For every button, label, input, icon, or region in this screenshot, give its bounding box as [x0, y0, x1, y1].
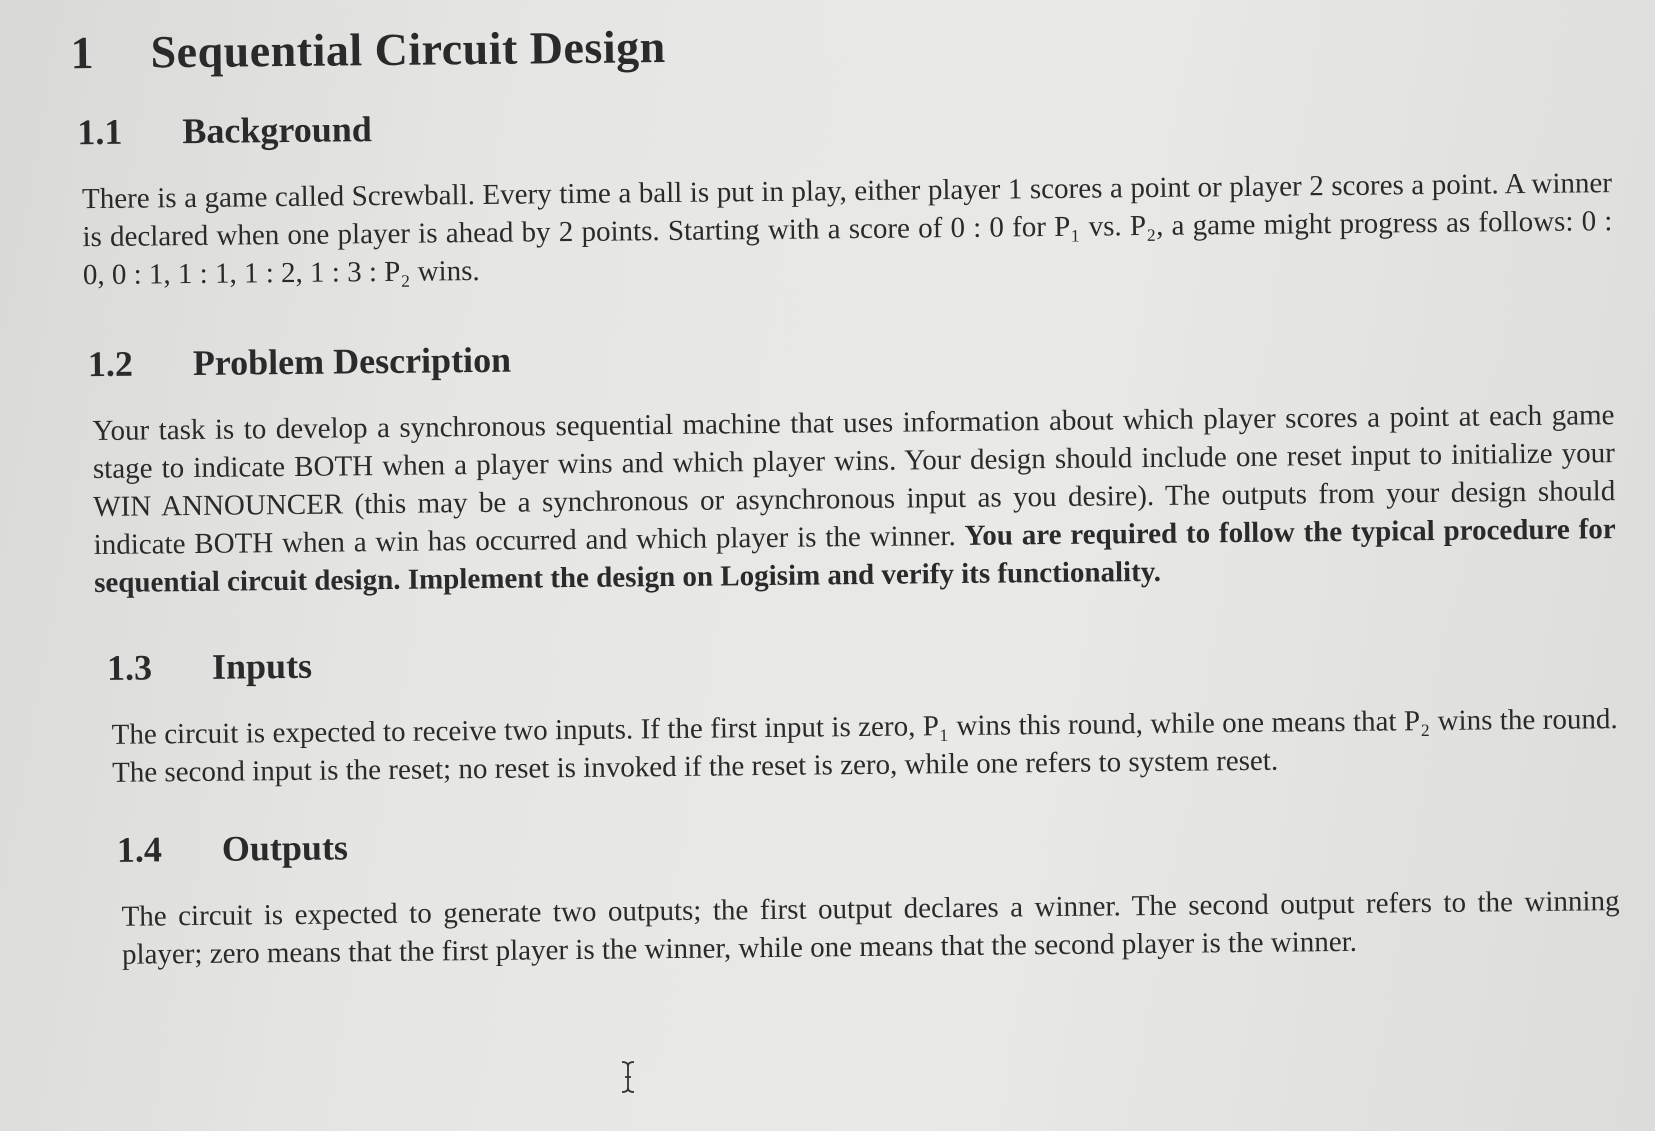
- problem-paragraph: [92, 396, 1616, 602]
- heading-number: 1.2: [87, 343, 134, 385]
- heading-number: 1.3: [106, 647, 153, 688]
- section-outputs: [9, 812, 1620, 975]
- inputs-paragraph: The circuit is expected to receive two inputs. If the first input is zero, P₁ wins this round, while one means that P₂ wins the round. The second input is the reset; no reset is invoked if the reset is zero, while one refers to system reset.: [111, 703, 1618, 789]
- text-cursor-icon: [620, 1060, 636, 1094]
- section-background: [1, 94, 1613, 295]
- background-paragraph: There is a game called Screwball. Every time a ball is put in play, either player 1 scores a point or player 2 scores a point. A winner is declared when one player is ahead by 2 points. Starting with a score of 0 : 0 for P₁ vs. P₂, a game might progress as follows: 0 : 0, 0 : 1, 1 : 1, 1 : 2, 1 : 3 : P₂ wins.: [81, 167, 1613, 292]
- heading-text: Problem Description: [192, 339, 512, 383]
- heading-number: 1.4: [116, 829, 163, 870]
- section-title-text: Sequential Circuit Design: [150, 21, 666, 78]
- problem-bold-text: You are required to follow the typical procedure for sequential circuit design. Implement the design on Logisim and verify its functionality.: [93, 513, 1616, 600]
- section-title: [0, 0, 1655, 81]
- problem-text: Your task is to develop a synchronous sequential machine that uses information about which player scores a point at each game stage to indicate BOTH when a player wins and which player wins. Your design should include one reset input to initialize your WIN ANNOUNCER (this may be a synchronous or asynchronous input as you desire). The outputs from your design should indicate BOTH when a win has occurred and which player is the winner.: [92, 399, 1616, 562]
- heading-text: Inputs: [211, 645, 313, 687]
- section-problem-description: [4, 326, 1617, 603]
- heading-text: Background: [182, 109, 372, 152]
- heading-number: 1.1: [77, 111, 123, 153]
- heading-problem-description: [88, 326, 1614, 386]
- heading-outputs: [117, 812, 1619, 872]
- heading-background: [77, 94, 1611, 154]
- outputs-paragraph: The circuit is expected to generate two outputs; the first output declares a winner. The second output refers to the winning player; zero means that the first player is the winner, while one means that the second player is the winner.: [121, 885, 1620, 971]
- heading-inputs: [107, 630, 1617, 690]
- heading-text: Outputs: [221, 827, 349, 869]
- section-number: 1: [70, 27, 95, 79]
- section-inputs: [7, 630, 1618, 793]
